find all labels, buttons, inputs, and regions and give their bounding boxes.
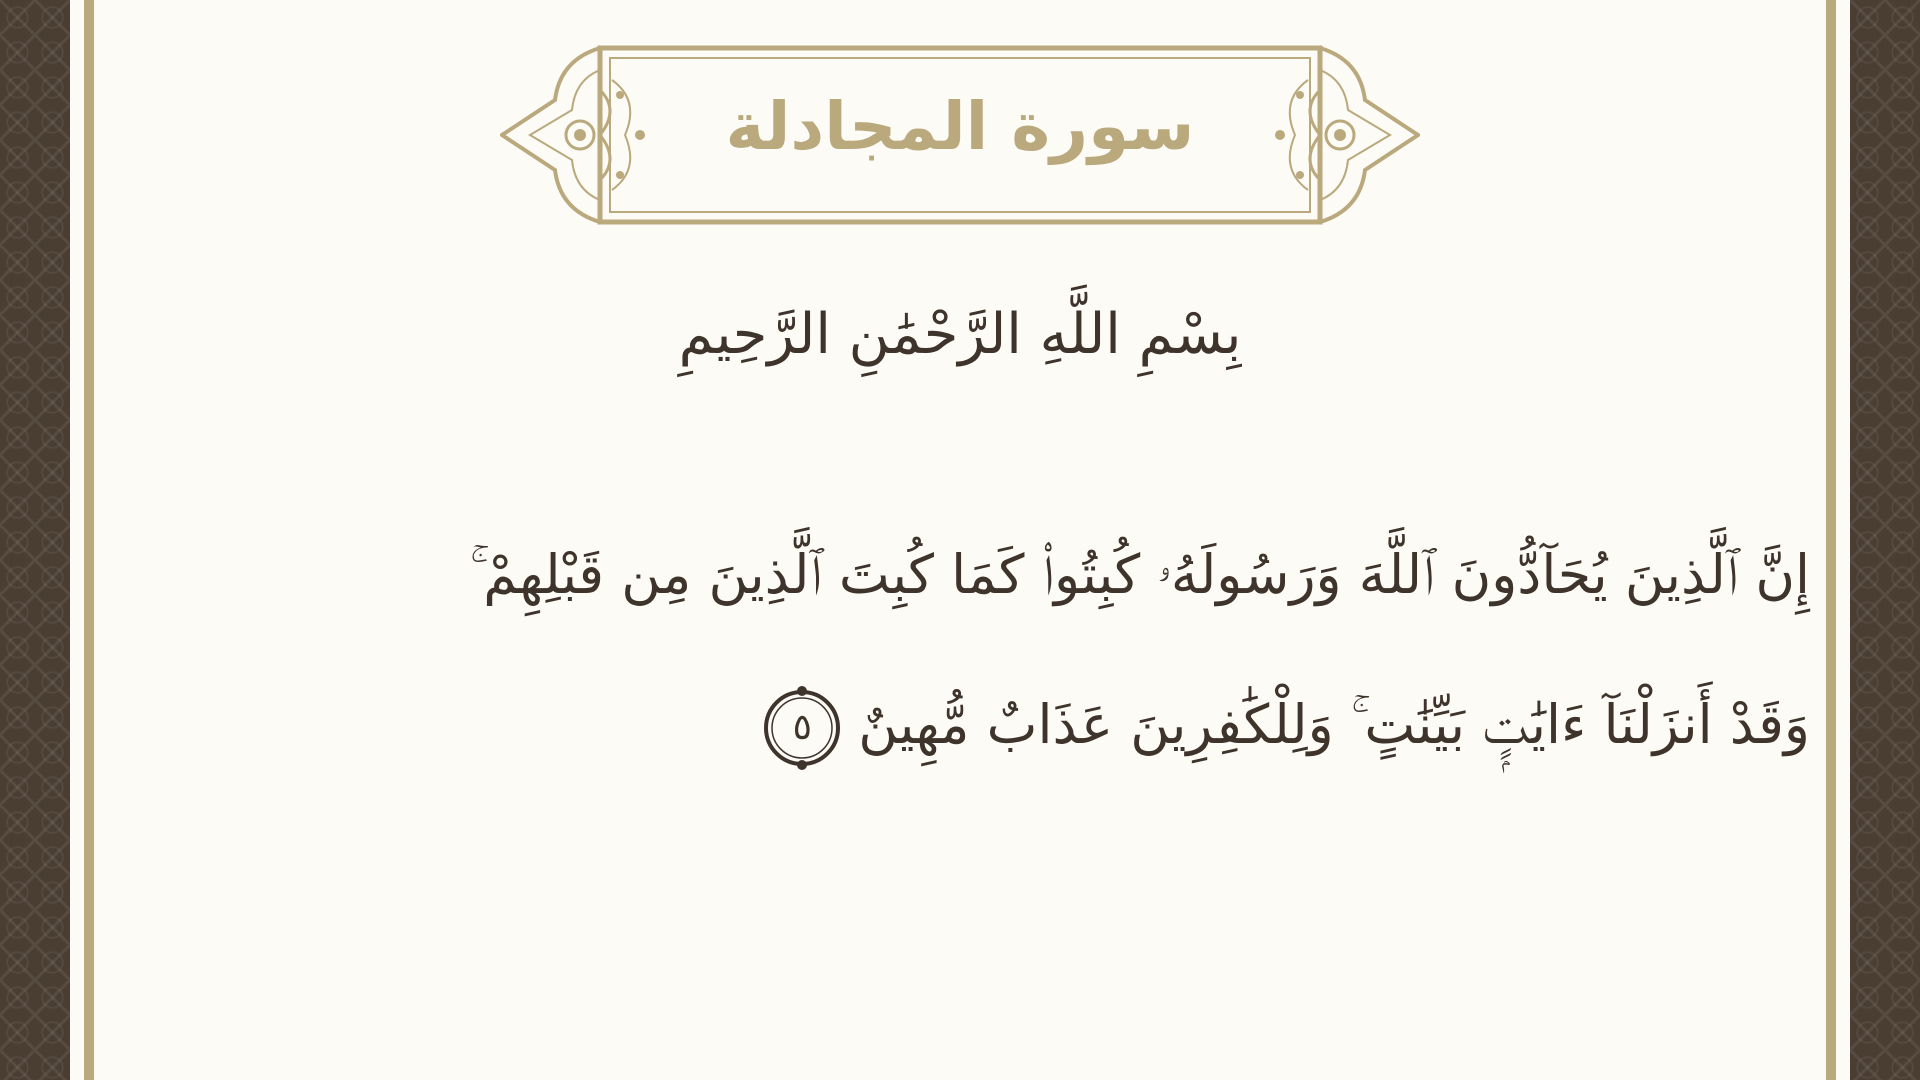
surah-title: سورة المجادلة [725, 88, 1195, 165]
verse-text [230, 500, 1810, 800]
basmala: بِسْمِ اللَّهِ الرَّحْمَٰنِ الرَّحِيمِ [678, 302, 1242, 367]
verse-line-2 [230, 650, 1810, 800]
left-ornament-strip [0, 0, 70, 1080]
right-ornament-strip [1850, 0, 1920, 1080]
ayah-marker [760, 686, 844, 770]
left-gold-border [84, 0, 94, 1080]
verse-line-2-text: وَقَدْ أَنزَلْنَآ ءَايَٰتٍۭ بَيِّنَٰتٍ ۚ وَلِلْكَٰفِرِينَ عَذَابٌ مُّهِينٌ [858, 693, 1810, 756]
right-gold-border [1826, 0, 1836, 1080]
verse-line-1: إِنَّ ٱلَّذِينَ يُحَآدُّونَ ٱللَّهَ وَرَسُولَهُۥ كُبِتُوا۟ كَمَا كُبِتَ ٱلَّذِينَ مِن قَبْلِهِمْ ۚ [469, 543, 1810, 606]
ayah-number: ٥ [792, 707, 812, 749]
